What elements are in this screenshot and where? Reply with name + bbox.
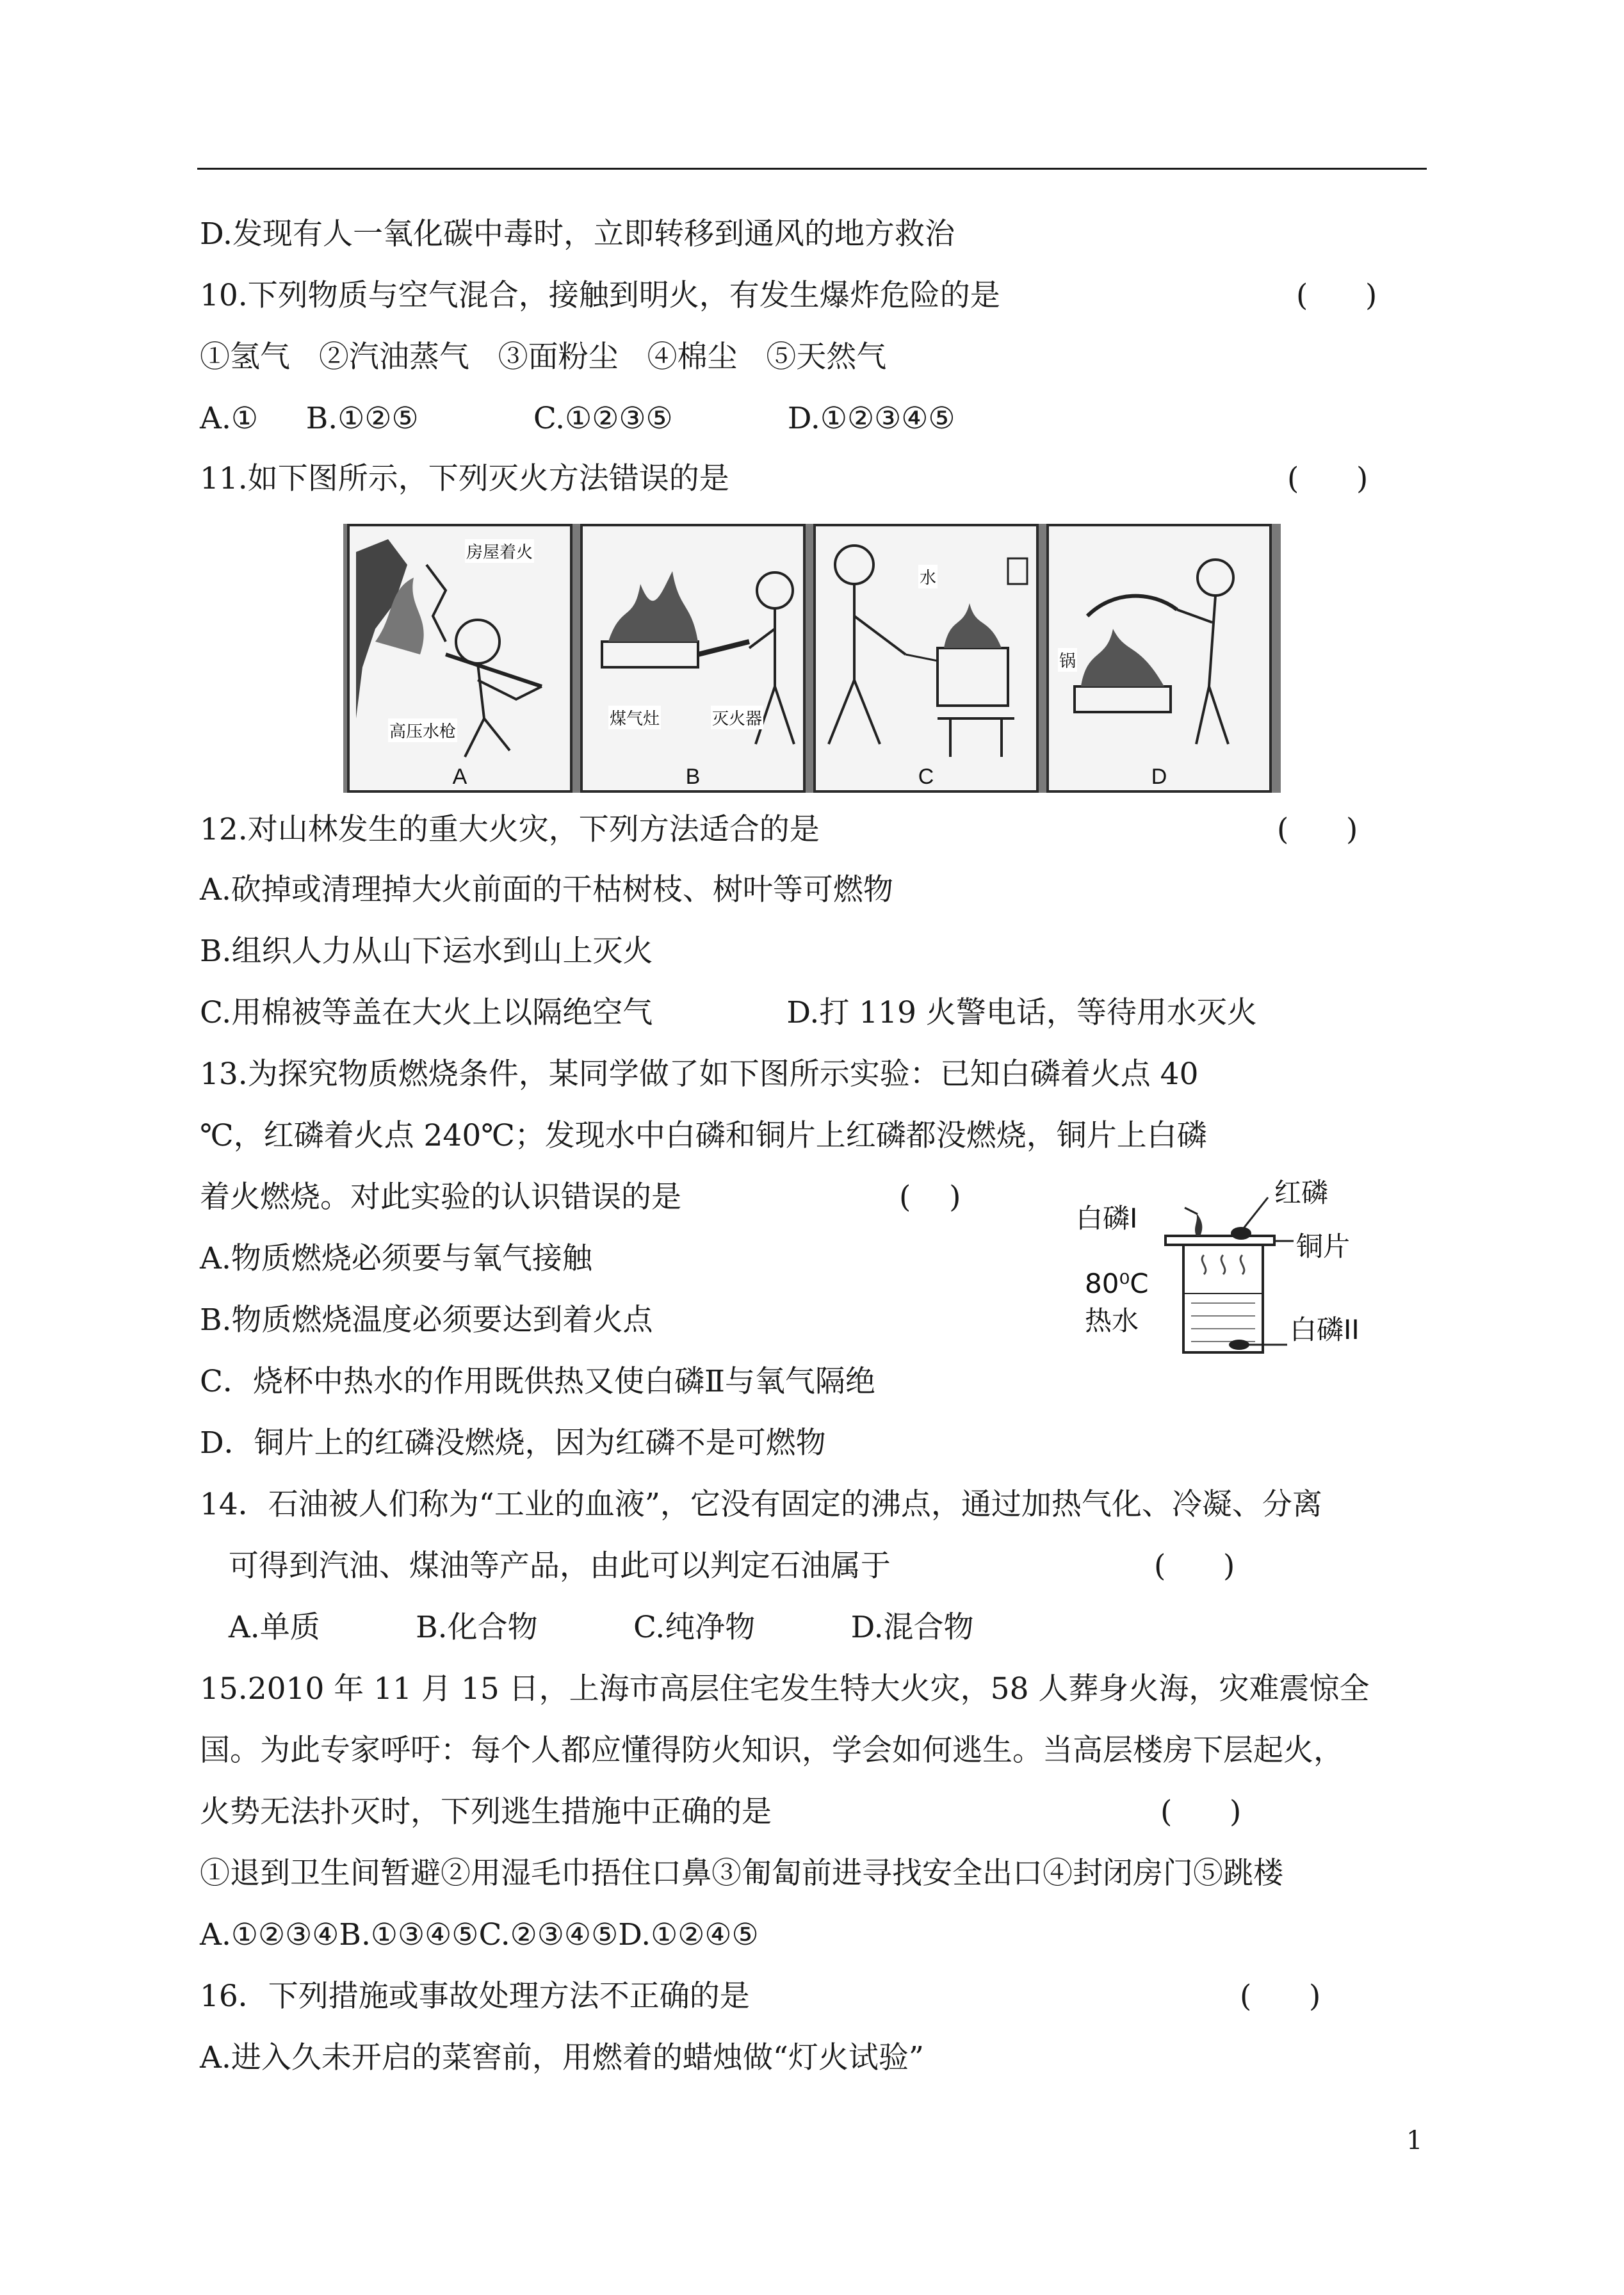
q13-option-d: D．铜片上的红磷没燃烧，因为红磷不是可燃物: [200, 1425, 826, 1461]
pot-lid-fire-illustration: [1049, 526, 1274, 795]
q13-stem-line3: 着火燃烧。对此实验的认识错误的是: [200, 1180, 681, 1215]
q15-stem-line3: 火势无法扑灭时，下列逃生措施中正确的是: [200, 1794, 772, 1829]
q11-answer-paren: ( ): [1287, 461, 1368, 496]
q13-answer-paren: ( ): [899, 1180, 961, 1215]
q16-option-a: A.进入久未开启的菜窖前，用燃着的蜡烛做“灯火试验”: [200, 2040, 924, 2075]
q13-stem-line2: ℃，红磷着火点 240℃；发现水中白磷和铜片上红磷都没燃烧，铜片上白磷: [200, 1118, 1207, 1153]
q15-options: A.①②③④B.①③④⑤C.②③④⑤D.①②④⑤: [200, 1917, 759, 1952]
q12-option-a: A.砍掉或清理掉大火前面的干枯树枝、树叶等可燃物: [200, 872, 893, 907]
figure-panel-a: [347, 524, 572, 793]
tag-water: 水: [918, 565, 938, 588]
q12-answer-paren: ( ): [1277, 812, 1358, 847]
tag-extinguisher: 灭火器: [711, 706, 763, 729]
label-red-phosphorus: 红磷: [1274, 1177, 1329, 1208]
tag-high-pressure-hose: 高压水枪: [388, 718, 457, 742]
label-temperature: 80⁰C: [1085, 1268, 1149, 1299]
q13-stem-line1: 13.为探究物质燃烧条件，某同学做了如下图所示实验：已知白磷着火点 40: [200, 1057, 1199, 1092]
page-number: 1: [1406, 2126, 1423, 2155]
q14-stem-line1: 14．石油被人们称为“工业的血液”，它没有固定的沸点，通过加热气化、冷凝、分离: [200, 1487, 1322, 1522]
panel-d-label: D: [1151, 765, 1167, 789]
label-white-phosphorus-2: 白磷II: [1290, 1314, 1360, 1345]
q14-answer-paren: ( ): [1154, 1548, 1235, 1584]
q12-stem: 12.对山林发生的重大火灾，下列方法适合的是: [200, 812, 820, 847]
q9-option-d: D.发现有人一氧化碳中毒时，立即转移到通风的地方救治: [200, 216, 955, 252]
q16-answer-paren: ( ): [1240, 1979, 1321, 2014]
q15-stem-line2: 国。为此专家呼吁：每个人都应懂得防火知识，学会如何逃生。当高层楼房下层起火，: [200, 1733, 1344, 1768]
q13-option-c: C．烧杯中热水的作用既供热又使白磷Ⅱ与氧气隔绝: [200, 1364, 875, 1399]
q16-stem: 16．下列措施或事故处理方法不正确的是: [200, 1979, 750, 2014]
q10-items: ①氢气 ②汽油蒸气 ③面粉尘 ④棉尘 ⑤天然气: [200, 339, 887, 375]
gas-stove-fire-illustration: [583, 526, 808, 795]
label-hot-water: 热水: [1085, 1305, 1139, 1336]
house-fire-illustration: [350, 526, 575, 795]
q10-answer-paren: ( ): [1296, 278, 1377, 313]
q13-figure: [1076, 1172, 1409, 1364]
q15-items: ①退到卫生间暂避②用湿毛巾捂住口鼻③匍匐前进寻找安全出口④封闭房门⑤跳楼: [200, 1856, 1283, 1891]
q12-option-b: B.组织人力从山下运水到山上灭火: [200, 934, 653, 969]
q15-answer-paren: ( ): [1160, 1794, 1242, 1829]
q13-option-b: B.物质燃烧温度必须要达到着火点: [200, 1302, 653, 1338]
tag-house-fire: 房屋着火: [465, 539, 534, 563]
label-white-phosphorus-1: 白磷I: [1076, 1203, 1138, 1234]
q14-stem-line2: 可得到汽油、煤油等产品，由此可以判定石油属于: [200, 1548, 891, 1584]
q10-options: A.① B.①②⑤ C.①②③⑤ D.①②③④⑤: [200, 401, 955, 436]
q14-options: A.单质 B.化合物 C.纯净物 D.混合物: [200, 1610, 974, 1645]
q10-stem: 10.下列物质与空气混合，接触到明火，有发生爆炸危险的是: [200, 278, 1000, 313]
q12-option-cd: C.用棉被等盖在大火上以隔绝空气 D.打 119 火警电话，等待用水灭火: [200, 995, 1257, 1030]
figure-panel-b: [580, 524, 806, 793]
figure-panel-c: [813, 524, 1039, 793]
q13-option-a: A.物质燃烧必须要与氧气接触: [200, 1241, 592, 1276]
panel-b-label: B: [685, 765, 701, 789]
q15-stem-line1: 15.2010 年 11 月 15 日，上海市高层住宅发生特大火灾，58 人葬身火海，灾难震惊全: [200, 1671, 1370, 1707]
tag-pot: 锅: [1058, 648, 1077, 672]
panel-c-label: C: [918, 765, 934, 789]
label-copper-sheet: 铜片: [1296, 1231, 1351, 1262]
header-rule: [197, 168, 1427, 170]
q11-stem: 11.如下图所示，下列灭火方法错误的是: [200, 461, 729, 496]
tag-gas-stove: 煤气灶: [608, 706, 661, 729]
q11-figure: [343, 524, 1281, 793]
panel-a-label: A: [452, 765, 467, 789]
figure-panel-d: [1046, 524, 1272, 793]
